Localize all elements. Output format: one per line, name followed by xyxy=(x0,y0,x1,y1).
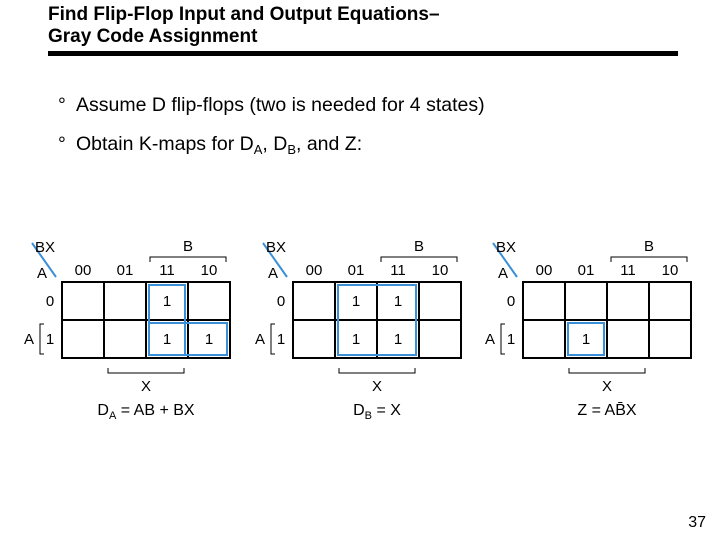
bullet-mark: ° xyxy=(58,133,66,155)
row-header: 1 xyxy=(276,331,286,348)
corner-label-a: A xyxy=(36,265,48,282)
slide-title xyxy=(48,4,440,48)
kmap-1 xyxy=(24,238,230,422)
kmap-cell-value: 1 xyxy=(204,331,214,348)
x-label: X xyxy=(601,378,613,395)
equation-subscript: B xyxy=(364,410,372,422)
a-bracket xyxy=(271,324,275,354)
column-header: 11 xyxy=(390,262,406,279)
x-label: X xyxy=(140,378,152,395)
column-header: 10 xyxy=(200,262,218,279)
row-header: 1 xyxy=(506,331,516,348)
slide-title-line-2: Gray Code Assignment xyxy=(48,26,258,47)
x-bracket xyxy=(108,368,184,373)
bullet-item-2 xyxy=(58,132,362,156)
equation-rhs: = X xyxy=(372,402,401,419)
bullet-subscript-a: A xyxy=(253,142,263,157)
a-bracket xyxy=(40,324,44,354)
page-number: 37 xyxy=(688,514,706,531)
kmap-diagrams xyxy=(0,225,720,430)
column-header: 01 xyxy=(347,262,365,279)
equation-rhs: = AB̄X xyxy=(587,402,637,419)
kmap-cell-value: 1 xyxy=(162,293,172,310)
column-header: 10 xyxy=(431,262,449,279)
bullet-item-1 xyxy=(58,93,485,117)
kmap-equation xyxy=(577,402,636,419)
kmap-cell-value: 1 xyxy=(393,293,403,310)
column-header: 11 xyxy=(620,262,636,279)
kmap-equation xyxy=(97,402,195,422)
corner-label-a: A xyxy=(267,265,279,282)
title-underline xyxy=(48,51,678,56)
column-header: 01 xyxy=(577,262,595,279)
b-label: B xyxy=(413,238,425,255)
x-label: X xyxy=(371,378,383,395)
column-header: 11 xyxy=(159,262,175,279)
bullet-text: Assume D flip-flops (two is needed for 4 states) xyxy=(76,94,485,116)
a-label: A xyxy=(23,331,35,348)
column-header: 00 xyxy=(305,262,323,279)
equation-rhs: = AB + BX xyxy=(116,402,195,419)
equation-lhs: D xyxy=(97,402,109,419)
column-header: 10 xyxy=(661,262,679,279)
row-header: 0 xyxy=(276,293,286,310)
kmap-cell-value: 1 xyxy=(162,331,172,348)
b-label: B xyxy=(643,238,655,255)
x-bracket xyxy=(569,368,645,373)
kmap-figure xyxy=(0,225,720,430)
kmap-equation xyxy=(353,402,401,422)
kmap-cell-value: 1 xyxy=(351,293,361,310)
b-label: B xyxy=(182,238,194,255)
corner-label-bx: BX xyxy=(495,239,517,256)
corner-label-bx: BX xyxy=(34,239,56,256)
kmap-3 xyxy=(485,238,691,419)
kmap-cell-value: 1 xyxy=(351,331,361,348)
bullet-mark: ° xyxy=(58,94,66,116)
kmap-cell-value: 1 xyxy=(581,331,591,348)
x-bracket xyxy=(339,368,415,373)
bullet-text-mid: , D xyxy=(262,133,288,155)
column-header: 00 xyxy=(74,262,92,279)
column-header: 01 xyxy=(116,262,134,279)
equation-lhs: D xyxy=(353,402,365,419)
bullet-text-post: , and Z: xyxy=(296,133,363,155)
kmap-cell-value: 1 xyxy=(393,331,403,348)
row-header: 0 xyxy=(45,293,55,310)
a-label: A xyxy=(254,331,266,348)
equation-lhs: Z xyxy=(577,402,588,419)
equation-subscript: A xyxy=(108,410,117,422)
bullet-text-pre: Obtain K-maps for D xyxy=(76,133,254,155)
corner-label-a: A xyxy=(497,265,509,282)
corner-label-bx: BX xyxy=(265,239,287,256)
kmap-2 xyxy=(255,238,461,422)
column-header: 00 xyxy=(535,262,553,279)
bullet-subscript-b: B xyxy=(287,142,296,157)
a-label: A xyxy=(484,331,496,348)
row-header: 0 xyxy=(506,293,516,310)
a-bracket xyxy=(501,324,505,354)
row-header: 1 xyxy=(45,331,55,348)
slide-title-line-1: Find Flip-Flop Input and Output Equations– xyxy=(48,4,440,25)
